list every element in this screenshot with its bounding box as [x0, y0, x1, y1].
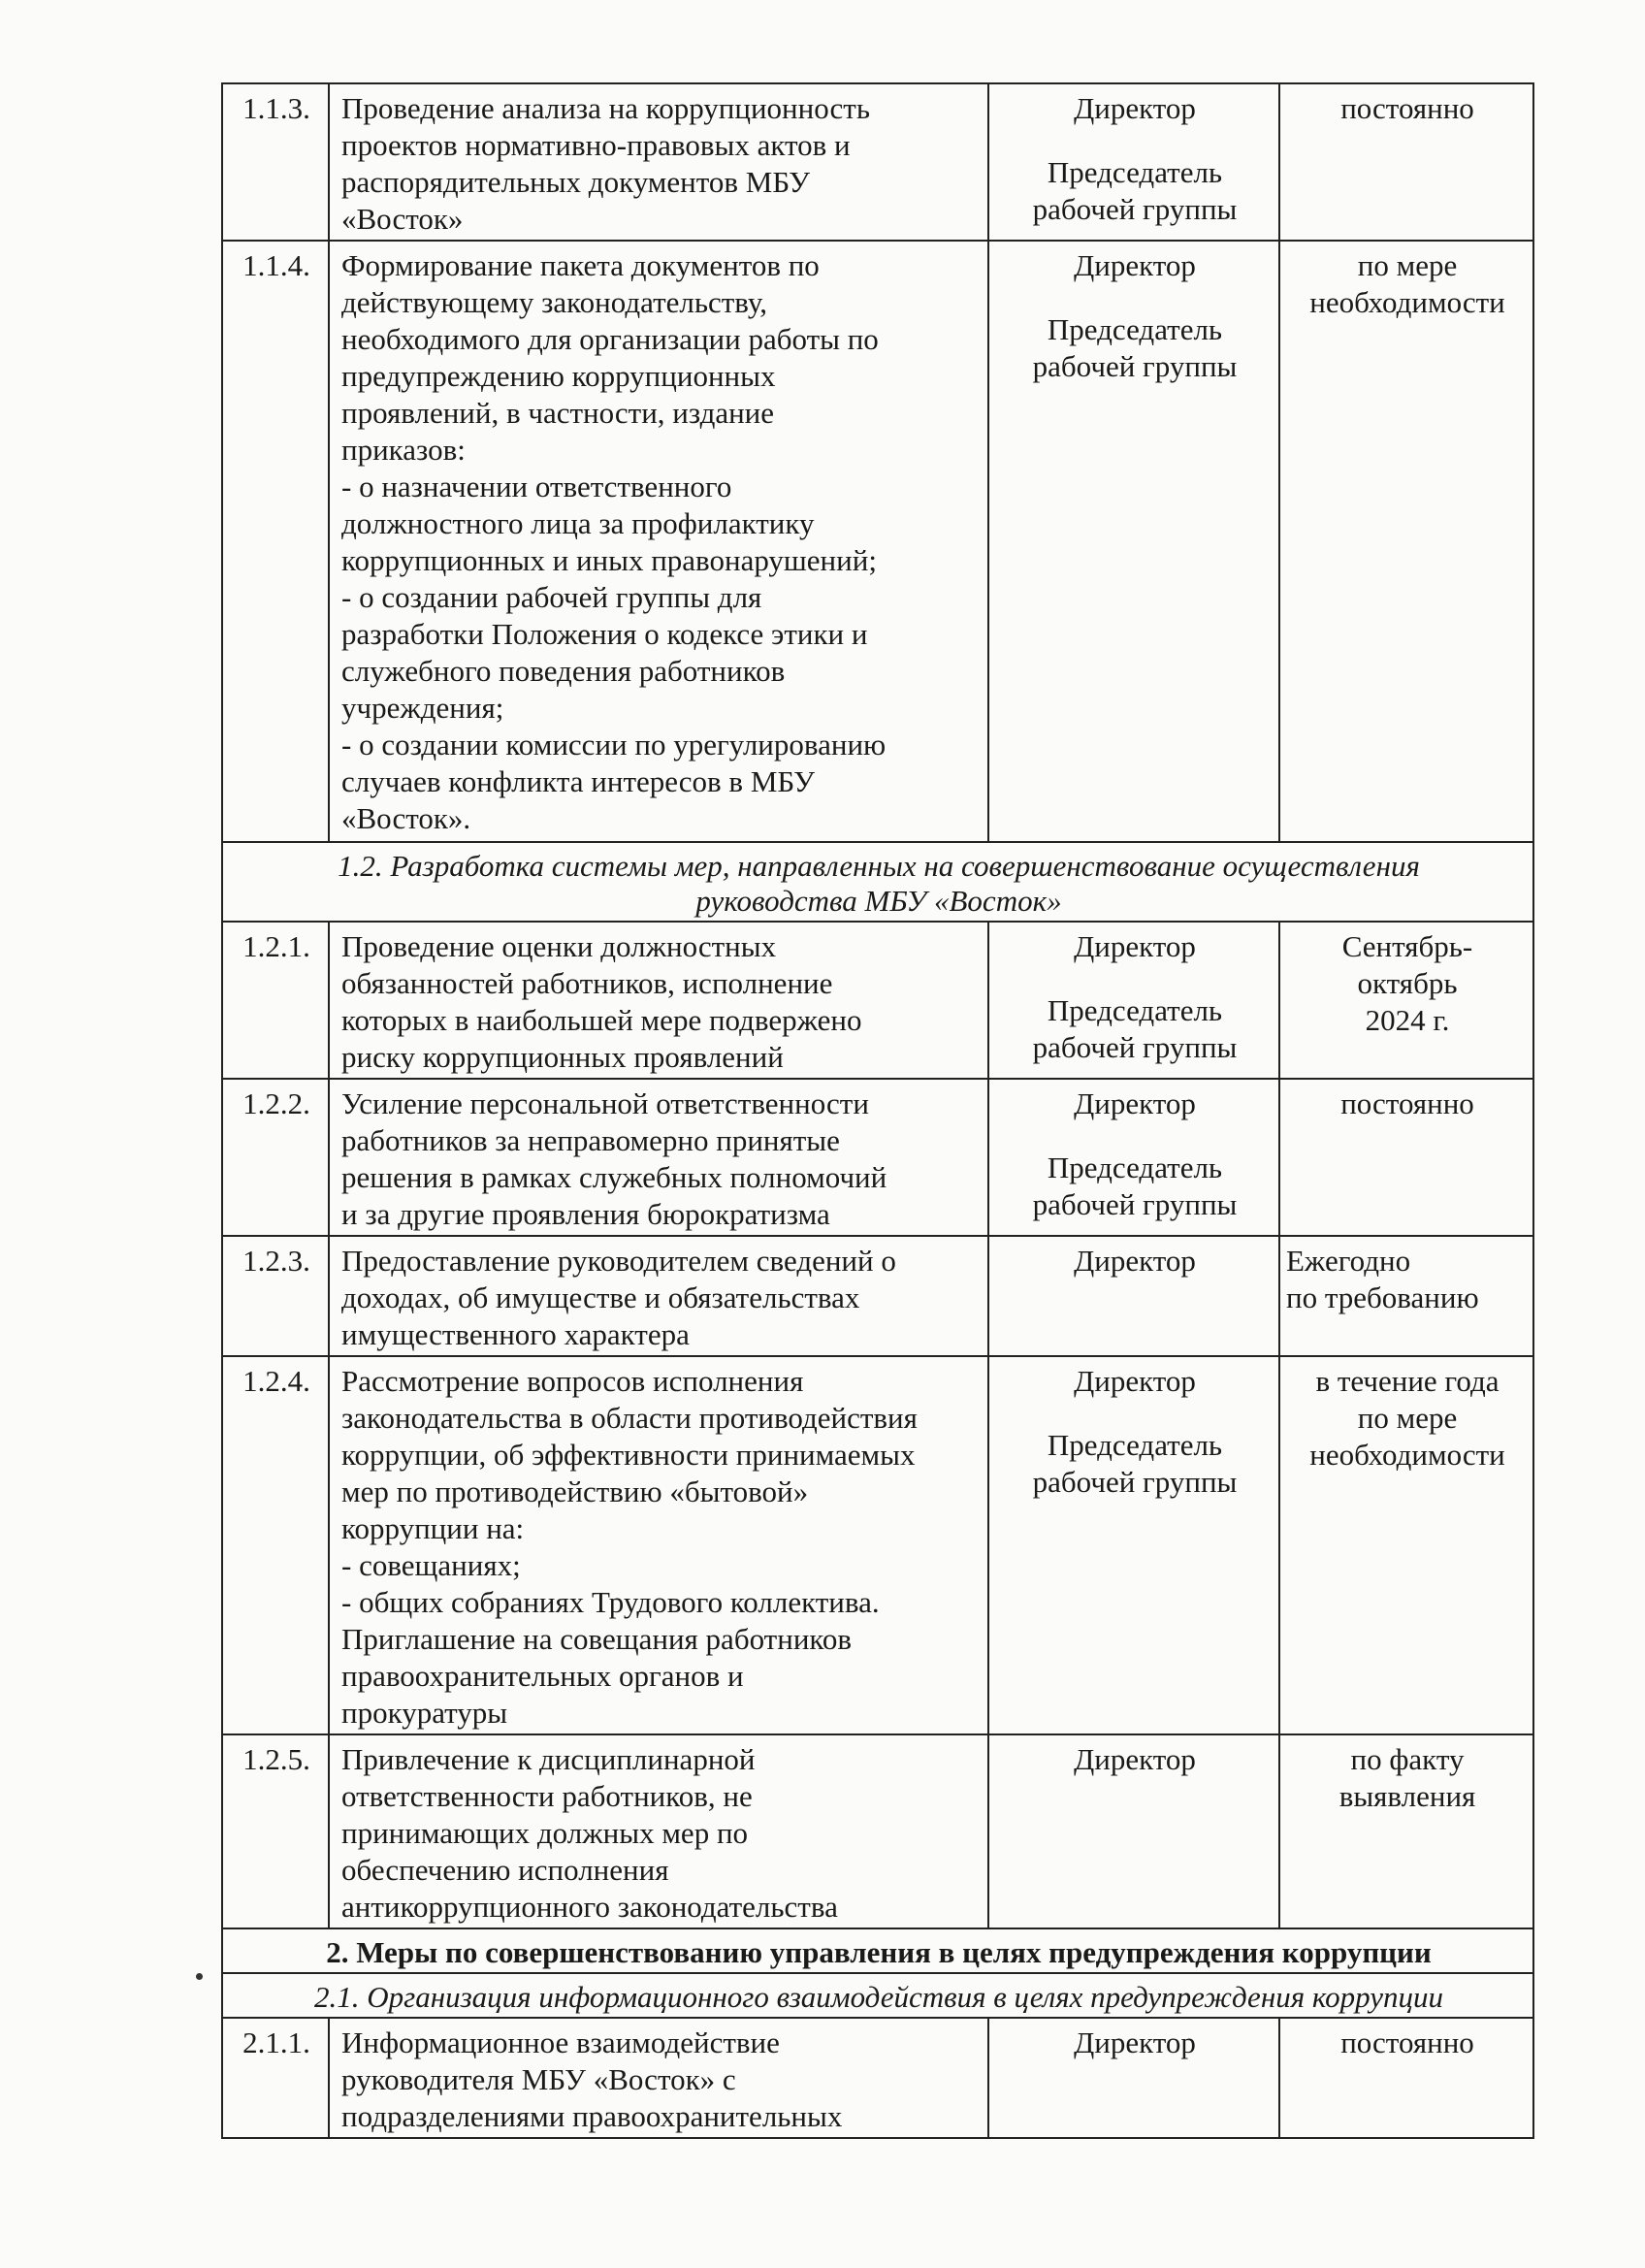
responsible-cell	[988, 922, 1279, 1079]
responsible-primary: Директор	[1074, 1086, 1196, 1120]
deadline-cell: в течение года по мере необходимости	[1279, 1356, 1533, 1734]
section-heading: 1.2. Разработка системы мер, направленных на совершенствование осуществления руководства МБУ «Восток»	[222, 842, 1533, 922]
responsible-cell: Директор	[988, 1236, 1279, 1356]
responsible-primary: Директор	[1074, 91, 1196, 125]
responsible-cell: Директор	[988, 2018, 1279, 2138]
item-number: 1.2.4.	[222, 1356, 329, 1734]
responsible-secondary: Председатель рабочей группы	[1032, 1428, 1238, 1499]
item-number: 1.1.3.	[222, 83, 329, 241]
measure-text: Предоставление руководителем сведений о доходах, об имуществе и обязательствах имущественного характера	[329, 1236, 988, 1356]
item-number: 1.2.3.	[222, 1236, 329, 1356]
measure-text: Проведение анализа на коррупционность проектов нормативно-правовых актов и распорядительных документов МБУ «Восток»	[329, 83, 988, 241]
responsible-cell	[988, 241, 1279, 842]
item-number: 1.2.1.	[222, 922, 329, 1079]
measure-text: Рассмотрение вопросов исполнения законодательства в области противодействия коррупции, об эффективности принимаемых мер по противодействию «бытовой» коррупции на: - совещаниях; - общих собраниях Трудового коллектива. Приглашение на совещания работников правоохранительных органов и прокуратуры	[329, 1356, 988, 1734]
table-row	[222, 922, 1533, 1079]
table-row	[222, 1734, 1533, 1928]
measure-text: Информационное взаимодействие руководителя МБУ «Восток» с подразделениями правоохранительных	[329, 2018, 988, 2138]
table-row	[222, 1236, 1533, 1356]
measure-text: Усиление персональной ответственности работников за неправомерно принятые решения в рамках служебных полномочий и за другие проявления бюрократизма	[329, 1079, 988, 1236]
responsible-primary: Директор	[1074, 248, 1196, 282]
responsible-secondary: Председатель рабочей группы	[1032, 312, 1238, 383]
responsible-primary: Директор	[1074, 1364, 1196, 1398]
responsible-cell	[988, 83, 1279, 241]
measure-text: Проведение оценки должностных обязанностей работников, исполнение которых в наибольшей мере подвержено риску коррупционных проявлений	[329, 922, 988, 1079]
item-number: 2.1.1.	[222, 2018, 329, 2138]
deadline-cell: постоянно	[1279, 1079, 1533, 1236]
table-row	[222, 83, 1533, 241]
table-row	[222, 1356, 1533, 1734]
anticorruption-plan-table	[221, 82, 1534, 2139]
responsible-secondary: Председатель рабочей группы	[1032, 1150, 1238, 1221]
section-row	[222, 1928, 1533, 1973]
deadline-cell: Ежегодно по требованию	[1279, 1236, 1533, 1356]
measure-text: Формирование пакета документов по действующему законодательству, необходимого для организации работы по предупреждению коррупционных проявлений, в частности, издание приказов: - о назначении ответственного должностного лица за профилактику коррупционных и иных правонарушений; - о создании рабочей группы для разработки Положения о кодексе этики и служебного поведения работников учреждения; - о создании комиссии по урегулированию случаев конфликта интересов в МБУ «Восток».	[329, 241, 988, 842]
item-number: 1.1.4.	[222, 241, 329, 842]
section-row	[222, 842, 1533, 922]
responsible-cell	[988, 1079, 1279, 1236]
deadline-cell: постоянно	[1279, 83, 1533, 241]
item-number: 1.2.2.	[222, 1079, 329, 1236]
responsible-cell	[988, 1356, 1279, 1734]
section-heading: 2.1. Организация информационного взаимодействия в целях предупреждения коррупции	[222, 1973, 1533, 2018]
table-row	[222, 241, 1533, 842]
table-row	[222, 1079, 1533, 1236]
chapter-heading: 2. Меры по совершенствованию управления в целях предупреждения коррупции	[222, 1928, 1533, 1973]
responsible-secondary: Председатель рабочей группы	[1032, 155, 1238, 226]
deadline-cell: постоянно	[1279, 2018, 1533, 2138]
deadline-cell: Сентябрь- октябрь 2024 г.	[1279, 922, 1533, 1079]
section-row	[222, 1973, 1533, 2018]
responsible-primary: Директор	[1074, 929, 1196, 963]
item-number: 1.2.5.	[222, 1734, 329, 1928]
scan-speck	[196, 1973, 203, 1980]
deadline-cell: по мере необходимости	[1279, 241, 1533, 842]
responsible-secondary: Председатель рабочей группы	[1032, 993, 1238, 1064]
deadline-cell: по факту выявления	[1279, 1734, 1533, 1928]
measure-text: Привлечение к дисциплинарной ответственности работников, не принимающих должных мер по обеспечению исполнения антикоррупционного законодательства	[329, 1734, 988, 1928]
table-row	[222, 2018, 1533, 2138]
responsible-cell: Директор	[988, 1734, 1279, 1928]
